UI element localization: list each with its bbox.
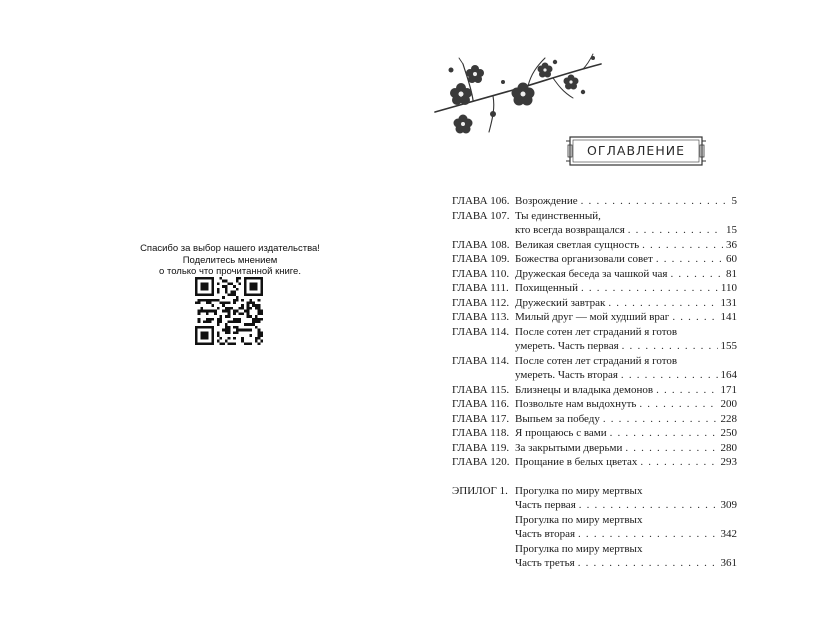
chapter-title: Я прощаюсь с вами	[515, 427, 607, 439]
chapter-label: ГЛАВА 117.	[452, 412, 510, 425]
page-number: 250	[720, 427, 737, 439]
epilogue-title: Прогулка по миру мертвых	[515, 542, 643, 555]
toc-entry[interactable]	[452, 325, 737, 340]
chapter-label: ГЛАВА 109.	[452, 253, 510, 265]
page-number: 171	[720, 383, 737, 396]
toc-entry[interactable]	[452, 209, 737, 224]
toc-entry[interactable]	[452, 354, 737, 369]
epilogue-entry-continuation[interactable]	[452, 527, 737, 542]
chapter-label: ГЛАВА 112.	[452, 296, 510, 309]
chapter-title: Выпьем за победу	[515, 412, 600, 425]
chapter-label: ГЛАВА 107.	[452, 209, 510, 222]
table-of-contents	[452, 194, 737, 571]
toc-entry[interactable]	[452, 426, 737, 441]
page-number: 309	[720, 499, 737, 511]
thanks-line: Спасибо за выбор нашего издательства!	[140, 243, 320, 254]
page-number: 228	[720, 412, 737, 425]
chapter-title: Великая светлая сущность	[515, 238, 640, 251]
epilogue-entry-continuation[interactable]	[452, 556, 737, 571]
page-number: 280	[720, 441, 737, 454]
toc-entry[interactable]	[452, 441, 737, 456]
publisher-thanks-note	[130, 243, 330, 278]
epilogue-title: Прогулка по миру мертвых	[515, 484, 643, 497]
epilogue-entry[interactable]	[452, 542, 737, 557]
epilogue-part: Часть первая	[515, 499, 576, 511]
chapter-label: ГЛАВА 114.	[452, 354, 510, 367]
chapter-label: ГЛАВА 115.	[452, 383, 510, 396]
toc-entry[interactable]	[452, 397, 737, 412]
chapter-label: ГЛАВА 114.	[452, 325, 510, 338]
sakura-branch-icon	[433, 52, 603, 142]
epilogue-title: Прогулка по миру мертвых	[515, 513, 643, 526]
chapter-label: ГЛАВА 111.	[452, 282, 509, 294]
epilogue-entry[interactable]	[452, 484, 737, 499]
toc-entry[interactable]	[452, 310, 737, 325]
page-number: 110	[720, 282, 737, 294]
chapter-title: Похищенный	[515, 282, 578, 294]
chapter-title: умереть. Часть вторая	[515, 369, 618, 381]
toc-entry-continuation[interactable]	[452, 368, 737, 383]
chapter-title: Позвольте нам выдохнуть	[515, 398, 637, 410]
page-number: 5	[731, 195, 737, 207]
chapter-title: За закрытыми дверьми	[515, 441, 623, 454]
page-number: 15	[726, 224, 737, 236]
chapter-label: ГЛАВА 113.	[452, 311, 510, 323]
toc-entry[interactable]	[452, 238, 737, 253]
chapter-label: ГЛАВА 116.	[452, 398, 510, 410]
page-number: 60	[726, 253, 737, 265]
epilogue-label: ЭПИЛОГ 1.	[452, 484, 508, 497]
epilogue-part: Часть вторая	[515, 528, 576, 540]
toc-entry[interactable]	[452, 194, 737, 209]
toc-title: ОГЛАВЛЕНИЕ	[587, 143, 685, 158]
page-number: 200	[720, 398, 737, 410]
toc-entry[interactable]	[452, 267, 737, 282]
page-number: 293	[720, 456, 737, 468]
qr-code-icon[interactable]	[195, 277, 263, 345]
chapter-title: После сотен лет страданий я готов	[515, 325, 678, 338]
chapter-label: ГЛАВА 108.	[452, 238, 510, 251]
chapter-label: ГЛАВА 106.	[452, 195, 510, 207]
page-number: 81	[726, 267, 737, 280]
chapter-title: Дружеский завтрак	[515, 296, 606, 309]
chapter-title: После сотен лет страданий я готов	[515, 354, 678, 367]
page-number: 155	[720, 340, 737, 352]
page-number: 131	[720, 296, 737, 309]
toc-entry[interactable]	[452, 252, 737, 267]
toc-heading-frame	[566, 133, 706, 169]
page-number: 361	[720, 557, 737, 569]
chapter-title: Возрождение	[515, 195, 578, 207]
epilogue-part: Часть третья	[515, 557, 575, 569]
toc-entry[interactable]	[452, 412, 737, 427]
page-number: 342	[720, 528, 737, 540]
toc-entry-continuation[interactable]	[452, 223, 737, 238]
chapter-label: ГЛАВА 118.	[452, 427, 510, 439]
chapter-label: ГЛАВА 119.	[452, 441, 510, 454]
epilogue-entry[interactable]	[452, 513, 737, 528]
thanks-line: Поделитесь мнением	[182, 254, 278, 266]
page-number: 141	[720, 311, 737, 323]
chapter-title: Милый друг — мой худший враг	[515, 311, 670, 323]
chapter-title: Ты единственный,	[515, 209, 601, 222]
thanks-line: о только что прочитанной книге.	[159, 266, 301, 277]
epilogue-entry-continuation[interactable]	[452, 498, 737, 513]
chapter-title: Прощание в белых цветах	[515, 456, 638, 468]
chapter-title: Близнецы и владыка демонов	[515, 383, 654, 396]
chapter-title: Божества организовали совет	[515, 253, 653, 265]
page-number: 36	[726, 238, 737, 251]
chapter-title: кто всегда возвращался	[515, 224, 625, 236]
toc-entry[interactable]	[452, 455, 737, 470]
page-number: 164	[720, 369, 737, 381]
chapter-label: ГЛАВА 110.	[452, 267, 510, 280]
toc-entry[interactable]	[452, 296, 737, 311]
chapter-label: ГЛАВА 120.	[452, 456, 510, 468]
toc-entry[interactable]	[452, 383, 737, 398]
toc-entry-continuation[interactable]	[452, 339, 737, 354]
chapter-title: умереть. Часть первая	[515, 340, 619, 352]
toc-entry[interactable]	[452, 281, 737, 296]
chapter-title: Дружеская беседа за чашкой чая	[515, 267, 668, 280]
